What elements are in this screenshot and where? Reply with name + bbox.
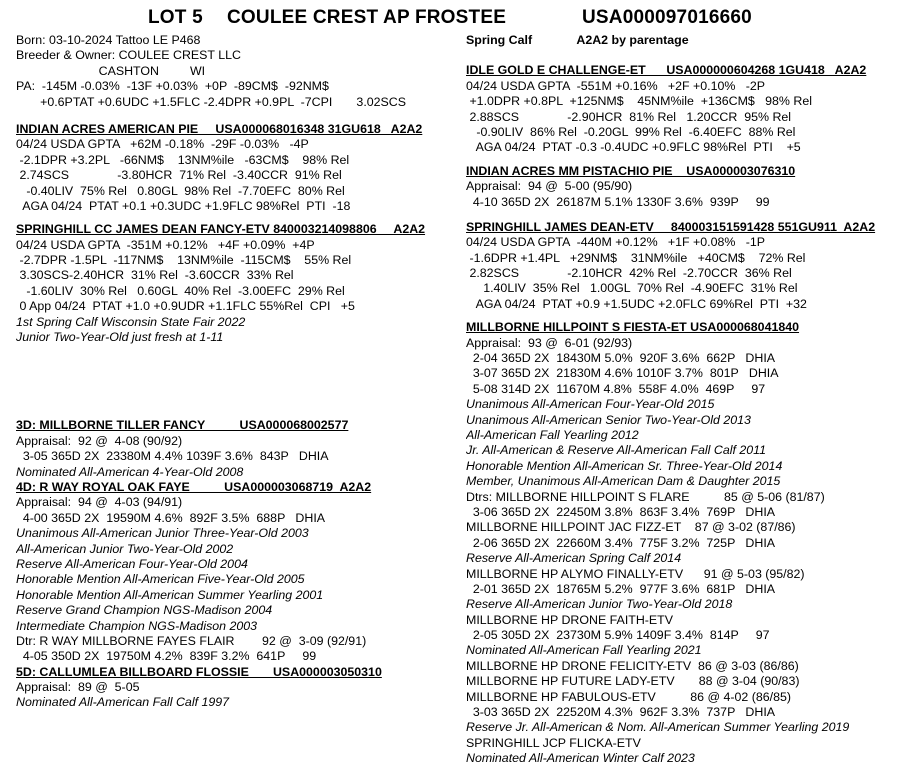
second-dam-note: Nominated All-American Fall Yearling 2021 (466, 643, 702, 658)
mgs-note: 1st Spring Calf Wisconsin State Fair 2022 (16, 314, 246, 329)
second-dam-note: All-American Fall Yearling 2012 (466, 427, 639, 442)
second-dam-line: 3-07 365D 2X 21830M 4.6% 1010F 3.7% 801P DHIA (466, 366, 779, 381)
birth-info: Born: 03-10-2024 Tattoo LE P468 (16, 33, 201, 47)
third-dam-note: Nominated All-American 4-Year-Old 2008 (16, 464, 244, 479)
fourth-dam-note: Unanimous All-American Junior Three-Year-Old 2003 (16, 526, 309, 541)
second-dam-note: Honorable Mention All-American Sr. Three-Year-Old 2014 (466, 458, 783, 473)
fourth-dam-note: Intermediate Champion NGS-Madison 2003 (16, 618, 258, 633)
sire-of-dam2-stat-line: AGA 04/24 PTAT +0.9 +1.5UDC +2.0FLC 69%Rel PTI +32 (466, 296, 807, 311)
dam-heading: INDIAN ACRES MM PISTACHIO PIE USA000003076310 (466, 163, 796, 178)
sire-stat-line: -2.1DPR +3.2PL -66NM$ 13NM%ile -63CM$ 98% Rel (16, 152, 350, 167)
second-dam-line: 2-01 365D 2X 18765M 5.2% 977F 3.6% 681P DHIA (466, 581, 776, 596)
third-dam-record: 3-05 365D 2X 23380M 4.4% 1039F 3.6% 843P DHIA (16, 449, 329, 464)
dam-sire-heading: IDLE GOLD E CHALLENGE-ET USA000000604268 1GU418 A2A2 (466, 63, 867, 78)
second-dam-line: 2-04 365D 2X 18430M 5.0% 920F 3.6% 662P DHIA (466, 351, 776, 366)
dam-sire-stat-line: 04/24 USDA GPTA -551M +0.16% +2F +0.10% -2P (466, 78, 766, 93)
registration-number: USA000097016660 (582, 7, 752, 28)
breeder-location: CASHTON WI (16, 63, 206, 78)
lot-number: LOT 5 (148, 7, 203, 28)
fourth-dam-record: 4-00 365D 2X 19590M 4.6% 892F 3.5% 688P DHIA (16, 510, 326, 525)
fifth-dam-note: Nominated All-American Fall Calf 1997 (16, 695, 230, 710)
sire-stat-line: -0.40LIV 75% Rel 0.80GL 98% Rel -7.70EFC 80% Rel (16, 183, 345, 198)
second-dam-line: 3-03 365D 2X 22520M 4.3% 962F 3.3% 737P DHIA (466, 705, 776, 720)
mgs-stat-line: -2.7DPR -1.5PL -117NM$ 13NM%ile -115CM$ 55% Rel (16, 253, 352, 268)
second-dam-line: 2-06 365D 2X 22660M 3.4% 775F 3.2% 725P DHIA (466, 535, 776, 550)
breeder-owner: Breeder & Owner: COULEE CREST LLC (16, 48, 241, 63)
mgs-stat-line: 0 App 04/24 PTAT +1.0 +0.9UDR +1.1FLC 55%Rel CPI +5 (16, 299, 355, 314)
dam-appraisal: Appraisal: 94 @ 5-00 (95/90) (466, 179, 633, 194)
pa-line-1: PA: -145M -0.03% -13F +0.03% +0P -89CM$ -92NM$ (16, 79, 329, 94)
fourth-dam-daughter-record: 4-05 350D 2X 19750M 4.2% 839F 3.2% 641P 99 (16, 649, 317, 664)
sire-of-dam2-stat-line: 1.40LIV 35% Rel 1.00GL 70% Rel -4.90EFC 31% Rel (466, 281, 798, 296)
pedigree-left-column (16, 33, 456, 711)
second-dam-note: Nominated All-American Winter Calf 2023 (466, 751, 695, 766)
dam-sire-stat-line: -0.90LIV 86% Rel -0.20GL 99% Rel -6.40EFC 88% Rel (466, 124, 796, 139)
mgs-stats (16, 238, 456, 346)
sire-stat-line: AGA 04/24 PTAT +0.1 +0.3UDC +1.9FLC 98%Rel PTI -18 (16, 198, 351, 213)
second-dam-line: MILLBORNE HP DRONE FAITH-ETV (466, 612, 674, 627)
dam-sire-stat-line: +1.0DPR +0.8PL +125NM$ 45NM%ile +136CM$ 98% Rel (466, 94, 812, 109)
sire-stat-line: 2.74SCS -3.80HCR 71% Rel -3.40CCR 91% Rel (16, 168, 342, 183)
second-dam-note: Reserve All-American Junior Two-Year-Old 2018 (466, 597, 733, 612)
second-dam-line: MILLBORNE HP DRONE FELICITY-ETV 86 @ 3-03 (86/86) (466, 658, 799, 673)
animal-name: COULEE CREST AP FROSTEE (227, 7, 507, 28)
dam-sire-stat-line: AGA 04/24 PTAT -0.3 -0.4UDC +0.9FLC 98%Rel PTI +5 (466, 140, 801, 155)
second-dam-details (466, 336, 896, 767)
second-dam-note: Member, Unanimous All-American Dam & Daughter 2015 (466, 474, 781, 489)
sire-stat-line: 04/24 USDA GPTA +62M -0.18% -29F -0.03% -4P (16, 137, 309, 152)
fourth-dam-note: Reserve Grand Champion NGS-Madison 2004 (16, 603, 273, 618)
sire-of-dam2-stat-line: -1.6DPR +1.4PL +29NM$ 31NM%ile +40CM$ 72% Rel (466, 250, 806, 265)
second-dam-note: Unanimous All-American Senior Two-Year-Old 2013 (466, 412, 751, 427)
mgs-stat-line: -1.60LIV 30% Rel 0.60GL 40% Rel -3.00EFC 29% Rel (16, 283, 345, 298)
mgs-stat-line: 3.30SCS-2.40HCR 31% Rel -3.60CCR 33% Rel (16, 268, 294, 283)
mgs-stat-line: 04/24 USDA GPTA -351M +0.12% +4F +0.09% +4P (16, 237, 315, 252)
fourth-dam-note: All-American Junior Two-Year-Old 2002 (16, 541, 234, 556)
second-dam-heading: MILLBORNE HILLPOINT S FIESTA-ET USA000068041840 (466, 320, 800, 335)
second-dam-line: 2-05 305D 2X 23730M 5.9% 1409F 3.4% 814P 97 (466, 628, 770, 643)
second-dam-note: Jr. All-American & Reserve All-American Fall Calf 2011 (466, 443, 766, 458)
second-dam-line: MILLBORNE HP ALYMO FINALLY-ETV 91 @ 5-03 (95/82) (466, 566, 805, 581)
second-dam-note: Unanimous All-American Four-Year-Old 2015 (466, 397, 715, 412)
fourth-dam-heading: 4D: R WAY ROYAL OAK FAYE USA000003068719 A2A2 (16, 479, 372, 494)
sire-of-dam2-stat-line: 2.82SCS -2.10HCR 42% Rel -2.70CCR 36% Rel (466, 266, 792, 281)
fifth-dam-appraisal: Appraisal: 89 @ 5-05 (16, 680, 140, 695)
third-dam-heading: 3D: MILLBORNE TILLER FANCY USA000068002577 (16, 418, 349, 433)
second-dam-line: Appraisal: 93 @ 6-01 (92/93) (466, 335, 633, 350)
second-dam-note: Reserve All-American Spring Calf 2014 (466, 551, 682, 566)
second-dam-line: MILLBORNE HP FUTURE LADY-ETV 88 @ 3-04 (90/83) (466, 674, 800, 689)
sire-heading: INDIAN ACRES AMERICAN PIE USA000068016348 31GU618 A2A2 (16, 121, 423, 136)
sire-of-dam2-stat-line: 04/24 USDA GPTA -440M +0.12% +1F +0.08% -1P (466, 235, 766, 250)
fourth-dam-note: Honorable Mention All-American Summer Yearling 2001 (16, 587, 324, 602)
fourth-dam-appraisal: Appraisal: 94 @ 4-03 (94/91) (16, 495, 183, 510)
third-dam-appraisal: Appraisal: 92 @ 4-08 (90/92) (16, 433, 183, 448)
fifth-dam-heading: 5D: CALLUMLEA BILLBOARD FLOSSIE USA000003050310 (16, 664, 382, 679)
sire-of-dam2-heading: SPRINGHILL JAMES DEAN-ETV 840003151591428 551GU911 A2A2 (466, 219, 876, 234)
calf-class: Spring Calf A2A2 by parentage (466, 33, 689, 47)
second-dam-line: Dtrs: MILLBORNE HILLPOINT S FLARE 85 @ 5-06 (81/87) (466, 489, 825, 504)
fourth-dam-note: Reserve All-American Four-Year-Old 2004 (16, 556, 248, 571)
second-dam-line: MILLBORNE HP FABULOUS-ETV 86 @ 4-02 (86/85) (466, 689, 791, 704)
fourth-dam-daughter: Dtr: R WAY MILLBORNE FAYES FLAIR 92 @ 3-09 (92/91) (16, 633, 367, 648)
mgs-note: Junior Two-Year-Old just fresh at 1-11 (16, 330, 224, 345)
lot-title (0, 7, 904, 33)
second-dam-line: MILLBORNE HILLPOINT JAC FIZZ-ET 87 @ 3-02 (87/86) (466, 520, 796, 535)
mgs-heading: SPRINGHILL CC JAMES DEAN FANCY-ETV 840003214098806 A2A2 (16, 222, 426, 237)
dam-record: 4-10 365D 2X 26187M 5.1% 1330F 3.6% 939P 99 (466, 194, 770, 209)
dam-sire-stat-line: 2.88SCS -2.90HCR 81% Rel 1.20CCR 95% Rel (466, 109, 792, 124)
second-dam-line: 5-08 314D 2X 11670M 4.8% 558F 4.0% 469P 97 (466, 381, 766, 396)
pedigree-right-column (466, 33, 896, 767)
sire-stats (16, 137, 456, 214)
second-dam-line: SPRINGHILL JCP FLICKA-ETV (466, 735, 641, 750)
second-dam-note: Reserve Jr. All-American & Nom. All-American Summer Yearling 2019 (466, 720, 850, 735)
second-dam-line: 3-06 365D 2X 22450M 3.8% 863F 3.4% 769P DHIA (466, 504, 776, 519)
fourth-dam-note: Honorable Mention All-American Five-Year-Old 2005 (16, 572, 305, 587)
pa-line-2: +0.6PTAT +0.6UDC +1.5FLC -2.4DPR +0.9PL -7CPI 3.02SCS (16, 94, 407, 109)
